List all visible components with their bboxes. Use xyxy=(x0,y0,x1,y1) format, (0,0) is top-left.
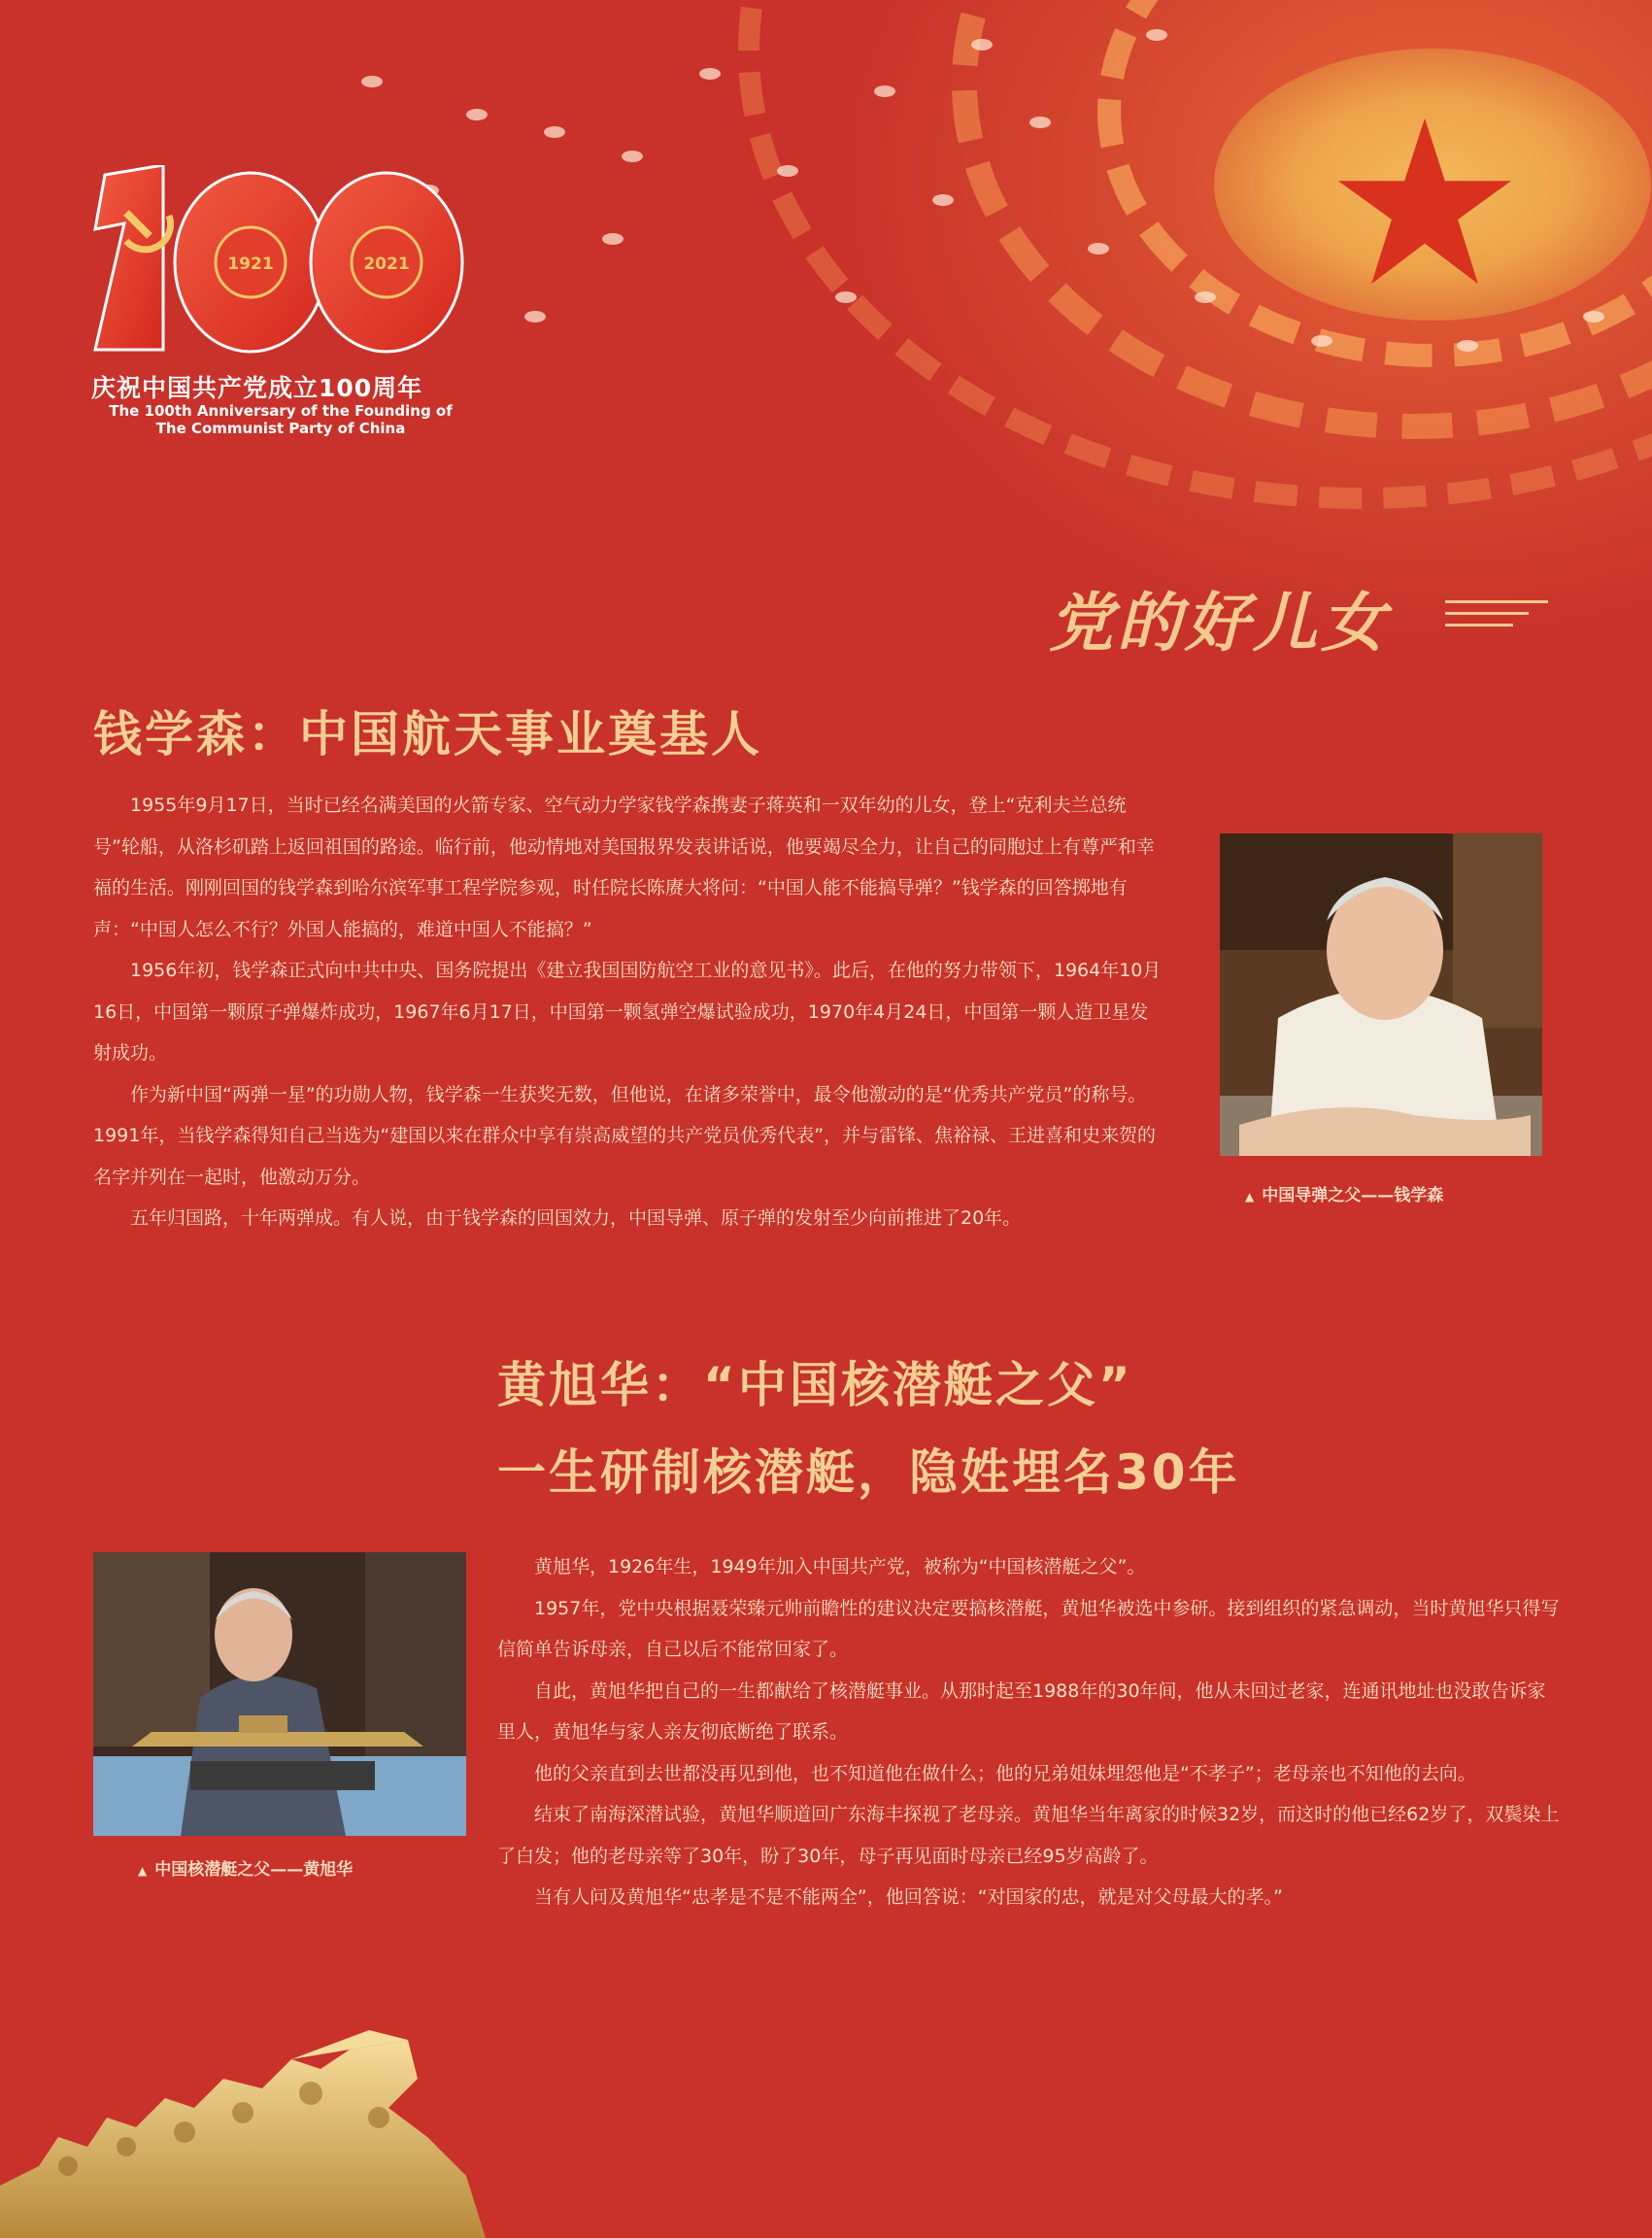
article2-paragraph: 结束了南海深潜试验，黄旭华顺道回广东海丰探视了老母亲。黄旭华当年离家的时候32岁，而这时的他已经62岁了，双鬓染上了白发；他的老母亲等了30年，盼了30年，母子再见面时母亲已经95岁高龄了。 xyxy=(497,1804,1560,1867)
logo-emblem xyxy=(85,165,474,359)
article2-paragraph: 当有人问及黄旭华“忠孝是不是不能两全”，他回答说：“对国家的忠，就是对父母最大的孝。” xyxy=(534,1886,1283,1908)
article1-heading: 钱学森：中国航天事业奠基人 xyxy=(93,706,762,763)
anniversary-logo xyxy=(85,165,474,457)
qian-xuesen-photo xyxy=(1220,833,1542,1156)
monument-statue xyxy=(0,2020,486,2238)
logo-year-end: 2021 xyxy=(363,254,410,274)
caption-text: 中国核潜艇之父——黄旭华 xyxy=(154,1860,354,1880)
article1-paragraph: 1955年9月17日，当时已经名满美国的火箭专家、空气动力学家钱学森携妻子蒋英和一双年幼的儿女，登上“克利夫兰总统号”轮船，从洛杉矶踏上返回祖国的路途。临行前，他动情地对美国报界发表讲话说，他要竭尽全力，让自己的同胞过上有尊严和幸福的生活。刚刚回国的钱学森到哈尔滨军事工程学院参观，时任院长陈赓大将问：“中国人能不能搞导弹？”钱学森的回答掷地有声：“中国人怎么不行？外国人能搞的，难道中国人不能搞？” xyxy=(93,795,1155,940)
article1-paragraph: 作为新中国“两弹一星”的功勋人物，钱学森一生获奖无数，但他说，在诸多荣誉中，最令他激动的是“优秀共产党员”的称号。1991年，当钱学森得知自己当选为“建国以来在群众中享有崇高威望的共产党员优秀代表”，并与雷锋、焦裕禄、王进喜和史来贺的名字并列在一起时，他激动万分。 xyxy=(93,1083,1157,1188)
article2-paragraph: 黄旭华，1926年生，1949年加入中国共产党，被称为“中国核潜艇之父”。 xyxy=(534,1556,1146,1577)
section-title: 党的好儿女 xyxy=(1049,586,1389,661)
caption-triangle-icon: ▲ xyxy=(1245,1190,1255,1204)
caption-triangle-icon: ▲ xyxy=(138,1864,148,1878)
red-star-icon xyxy=(1332,115,1517,289)
logo-title-en-line1: The 100th Anniversary of the Founding of xyxy=(109,402,453,420)
logo-title-en-line2: The Communist Party of China xyxy=(155,420,406,437)
logo-title-cn: 庆祝中国共产党成立100周年 xyxy=(91,374,423,402)
huang-xuhua-caption xyxy=(138,1855,353,1880)
article1-paragraph: 五年归国路，十年两弹成。有人说，由于钱学森的回国效力，中国导弹、原子弹的发射至少向前推进了20年。 xyxy=(130,1207,1022,1229)
article2-paragraph: 1957年，党中央根据聂荣臻元帅前瞻性的建议决定要搞核潜艇，黄旭华被选中参研。接到组织的紧急调动，当时黄旭华只得写信简单告诉母亲，自己以后不能常回家了。 xyxy=(497,1597,1560,1660)
article2-paragraph: 自此，黄旭华把自己的一生都献给了核潜艇事业。从那时起至1988年的30年间，他从未回过老家，连通讯地址也没敢告诉家里人，黄旭华与家人亲友彻底断绝了联系。 xyxy=(497,1679,1546,1743)
article2-heading-line2: 一生研制核潜艇，隐姓埋名30年 xyxy=(497,1444,1240,1501)
huang-xuhua-photo xyxy=(93,1552,466,1836)
logo-title-en xyxy=(91,402,470,437)
article2-heading-line1: 黄旭华：“中国核潜艇之父” xyxy=(497,1357,1133,1413)
article1-body xyxy=(93,785,1165,1239)
article2-paragraph: 他的父亲直到去世都没再见到他，也不知道他在做什么；他的兄弟姐妹埋怨他是“不孝子”；老母亲也不知他的去向。 xyxy=(534,1762,1476,1784)
article2-body xyxy=(497,1546,1562,1918)
article1-paragraph: 1956年初，钱学森正式向中共中央、国务院提出《建立我国国防航空工业的意见书》。此后，在他的努力带领下，1964年10月16日，中国第一颗原子弹爆炸成功，1967年6月17日，中国第一颗氢弹空爆试验成功，1970年4月24日，中国第一颗人造卫星发射成功。 xyxy=(93,960,1162,1064)
qian-xuesen-caption xyxy=(1245,1181,1443,1205)
logo-year-start: 1921 xyxy=(227,254,274,274)
caption-text: 中国导弹之父——钱学森 xyxy=(1262,1186,1444,1205)
title-decoration-lines xyxy=(1445,600,1548,639)
